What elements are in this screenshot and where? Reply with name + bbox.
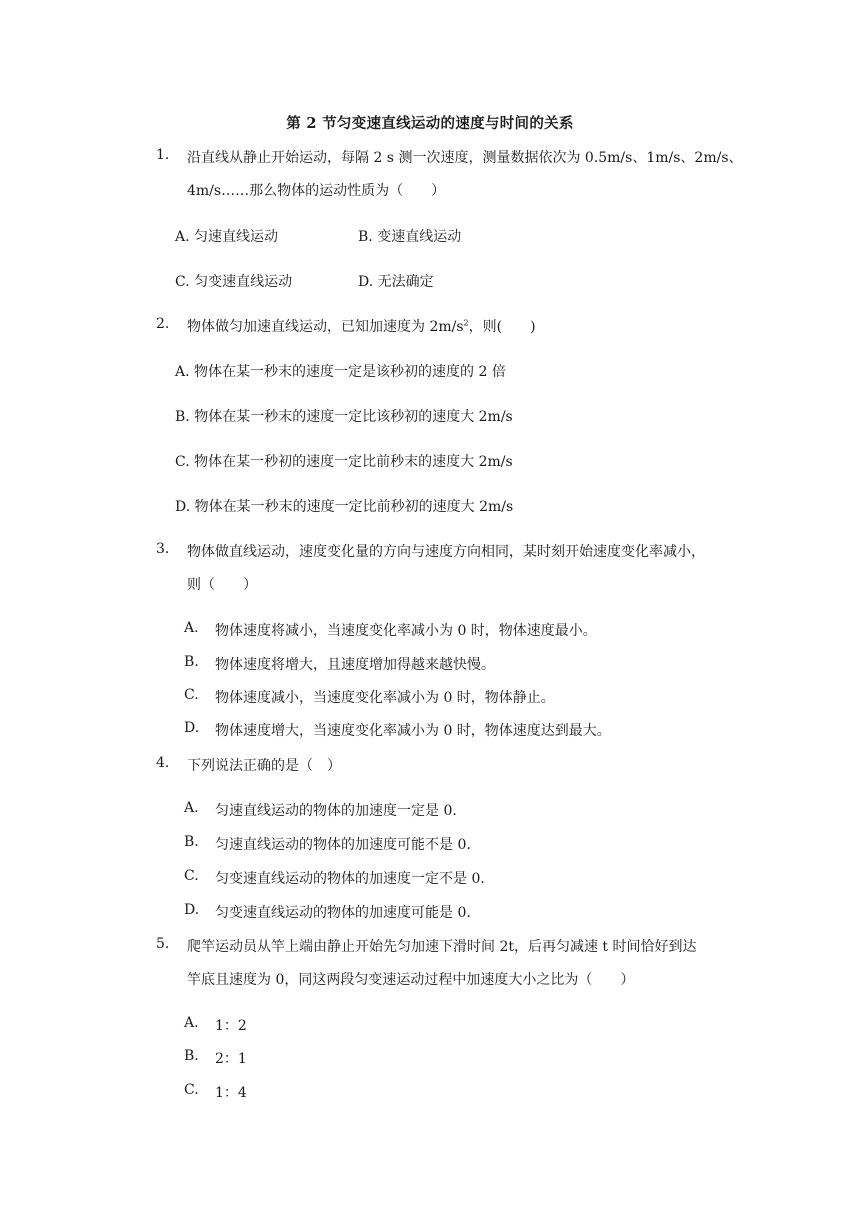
question-5-stem-line-2: 竿底且速度为 0，同这两段匀变速运动过程中加速度大小之比为（ ） — [187, 972, 635, 988]
question-4-option-a-letter: A. — [184, 800, 199, 816]
option-letter: D. — [175, 499, 191, 515]
question-2-stem-tail: ，则( ) — [468, 319, 536, 335]
question-3-option-a-text: 物体速度将减小，当速度变化率减小为 0 时，物体速度最小。 — [215, 623, 597, 639]
question-5-option-b-letter: B. — [184, 1048, 199, 1064]
question-2-stem-text: 物体做匀加速直线运动，已知加速度为 2m/s — [187, 319, 464, 335]
option-letter: A. — [175, 364, 190, 380]
question-2-stem — [187, 316, 536, 336]
option-text: 匀变速直线运动 — [194, 274, 293, 290]
question-1-number: 1. — [156, 147, 170, 163]
question-1-option-d — [358, 271, 434, 291]
question-2-option-b — [175, 406, 513, 426]
question-2-stem-superscript: 2 — [463, 318, 469, 328]
question-4-option-d-letter: D. — [184, 902, 200, 918]
question-3-option-b-letter: B. — [184, 654, 199, 670]
option-text: 无法确定 — [377, 274, 434, 290]
question-4-option-c-letter: C. — [184, 868, 199, 884]
option-letter: C. — [175, 454, 190, 470]
question-4-option-b-letter: B. — [184, 834, 199, 850]
question-2-option-d — [175, 496, 513, 516]
question-1-option-a — [175, 226, 278, 246]
question-3-option-b-text: 物体速度将增大，且速度增加得越来越快慢。 — [215, 657, 495, 673]
question-5-option-b-text: 2：1 — [215, 1051, 247, 1067]
question-5-option-c-text: 1：4 — [215, 1085, 247, 1101]
question-1-stem-line-1: 沿直线从静止开始运动，每隔 2 s 测一次速度，测量数据依次为 0.5m/s、1m/s、2m/s、 — [187, 150, 743, 166]
question-5-option-a-text: 1：2 — [215, 1018, 247, 1034]
question-3-option-c-letter: C. — [184, 687, 199, 703]
option-text: 物体在某一秒末的速度一定比该秒初的速度大 2m/s — [194, 409, 513, 425]
question-1-stem-line-2: 4m/s……那么物体的运动性质为（ ） — [187, 183, 446, 199]
question-3-option-c-text: 物体速度减小，当速度变化率减小为 0 时，物体静止。 — [215, 690, 555, 706]
question-3-option-a-letter: A. — [184, 620, 199, 636]
question-1-option-b — [358, 226, 461, 246]
page-title: 第 2 节匀变速直线运动的速度与时间的关系 — [286, 115, 574, 132]
question-3-stem-line-2: 则（ ） — [187, 577, 257, 593]
option-text: 变速直线运动 — [377, 229, 462, 245]
option-letter: D. — [358, 274, 374, 290]
question-2-option-c — [175, 451, 513, 471]
question-4-option-c-text: 匀变速直线运动的物体的加速度一定不是 0. — [215, 871, 485, 887]
question-4-stem: 下列说法正确的是（ ） — [187, 758, 341, 774]
question-3-option-d-text: 物体速度增大，当速度变化率减小为 0 时，物体速度达到最大。 — [215, 723, 611, 739]
question-4-option-d-text: 匀变速直线运动的物体的加速度可能是 0. — [215, 905, 471, 921]
option-text: 物体在某一秒初的速度一定比前秒末的速度大 2m/s — [194, 454, 513, 470]
question-5-number: 5. — [156, 936, 170, 952]
option-text: 匀速直线运动 — [194, 229, 279, 245]
question-2-number: 2. — [156, 316, 170, 332]
option-letter: A. — [175, 229, 190, 245]
option-text: 物体在某一秒末的速度一定比前秒初的速度大 2m/s — [194, 499, 514, 515]
question-5-option-c-letter: C. — [184, 1082, 199, 1098]
question-5-stem-line-1: 爬竿运动员从竿上端由静止开始先匀加速下滑时间 2t，后再匀减速 t 时间恰好到达 — [187, 939, 697, 955]
question-3-stem-line-1: 物体做直线运动，速度变化量的方向与速度方向相同，某时刻开始速度变化率减小， — [187, 544, 705, 560]
question-3-number: 3. — [156, 541, 170, 557]
question-1-option-c — [175, 271, 292, 291]
option-letter: B. — [175, 409, 190, 425]
question-4-number: 4. — [156, 755, 170, 771]
question-4-option-a-text: 匀速直线运动的物体的加速度一定是 0. — [215, 803, 457, 819]
question-4-option-b-text: 匀速直线运动的物体的加速度可能不是 0. — [215, 837, 471, 853]
option-letter: C. — [175, 274, 190, 290]
question-5-option-a-letter: A. — [184, 1015, 199, 1031]
question-2-option-a — [175, 361, 506, 381]
question-3-option-d-letter: D. — [184, 720, 200, 736]
option-text: 物体在某一秒末的速度一定是该秒初的速度的 2 倍 — [194, 364, 506, 380]
option-letter: B. — [358, 229, 373, 245]
